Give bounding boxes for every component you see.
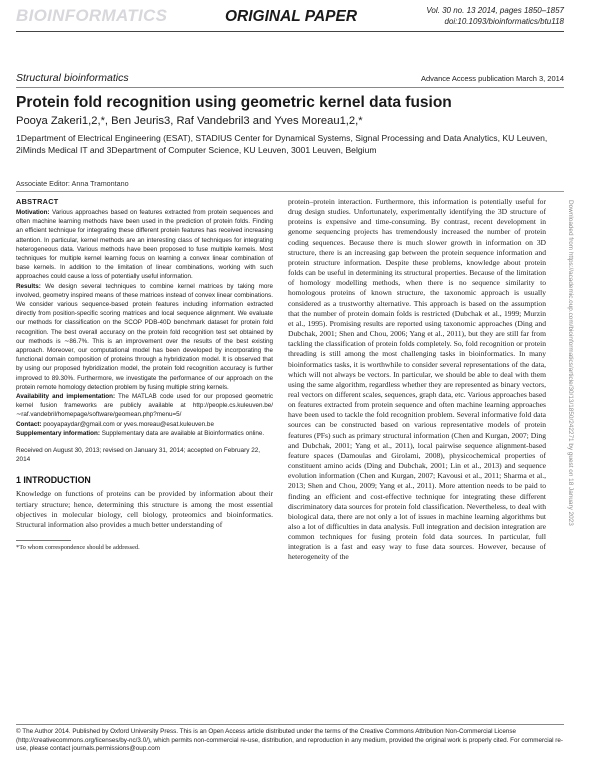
motivation-label: Motivation:: [16, 209, 50, 216]
advance-access: Advance Access publication March 3, 2014: [420, 74, 564, 83]
footer-rule: [16, 724, 564, 725]
intro-heading: 1 INTRODUCTION: [16, 475, 91, 486]
article-title: Protein fold recognition using geometric kernel data fusion: [16, 94, 452, 111]
contact-label: Contact:: [16, 420, 42, 428]
results-label: Results:: [16, 282, 41, 290]
footnote-rule: [16, 540, 71, 541]
supp-label: Supplementary information:: [16, 429, 100, 437]
availability-text[interactable]: The MATLAB code used for our proposed geometric kernel fusion frameworks are publicly available at http://people.cs.kuleuven.be/∼raf.vandebril/homepage/software/geomean.php?menu=5/: [16, 393, 273, 419]
header-rule: [16, 31, 564, 32]
right-column: protein–protein interaction. Furthermore, this information is potentially useful for drug design studies. Unfortunately, experimentally identifying the 3D structure of proteins is expensive and time-consuming. By contrast, recent development in genome sequencing projects has tremendously increased the number of protein coding sequences. Because there is much slower growth in information on 3D structure, there is an increasing gap between the protein sequence information and protein structure information. Despite these problems, knowledge about protein folds can be useful in determining its structural properties. Because of the limitation of homology modelling methods, when there is no sequence similarity to homologous proteins of known structure, the taxonomic approach is usually considered as a trustworthy alternative. This approach is based on the assumption that the number of protein domain folds is restricted (Dubchak et al., 1999; Murzin et al., 1995). Promising results are reported using taxonomic approaches (Ding and Dubchak, 2001; Shen and Chou, 2006; Yang et al., 2011), but they are still far from tackling the classification of protein folds completely. So, fold recognition or protein threading is still among the most challenging tasks in bioinformatics. In many bioinformatics tasks, it is worthwhile to consider several representations of the data, which will not always be vectors. In particular, we should be able to deal with them using the same algorithm, regardless whether they are represented as binary vectors, real vectors on different scales, sequences, graph data, etc. Various approaches based on features extracted from protein sequence and often machine learning approaches have been used to tackle the fold recognition problem. Several informative fold data sources can be constructed based on various representative models of protein features (PFs) such as primary structural information (Chen and Kurgan, 2007; Ding and Dubchak, 2001; Yang et al., 2011), local pairwise sequence alignment-based feature spaces (Damoulas and Girolami, 2008), physicochemical properties of constituent amino acids (Ding and Dubchak, 2001; Lin et al., 2013) and sequence evolution information (Chen and Kurgan, 2007; Kavousi et al., 2011; Sharma et al., 2013; Shen and Chou, 2009; Yang et al., 2011). More attention needs to be paid to finding an efficient and cost-effective technique for integrating these different discriminatory data sources for protein fold classification. Nevertheless, to deal with biological data, there are not only a lot of issues in machine learning algorithms but also a lot of difficulties in data analysis. Full integration and decision integration are common techniques for fusing protein fold data sources. In particular, full integration is a fast and easy way to fuse data sources. However, because of heterogeneity of the: [288, 197, 546, 562]
section-label: Structural bioinformatics: [16, 72, 129, 84]
motivation-text: Various approaches based on features extracted from protein sequences and often machine learning methods have been used in the prediction of protein folds. Finding an efficient technique for integrating these different protein features has received increasing attention. In particular, kernel methods are an interesting class of techniques for integrating heterogeneous data. Various methods have been proposed to fuse multiple kernels. Most techniques for multiple kernel learning focus on learning a convex linear combination of base kernels. In addition to the limitation of linear combinations, working with such approaches could cause a loss of potentially useful information.: [16, 209, 273, 281]
section-rule: [16, 87, 564, 88]
intro-text: Knowledge on functions of proteins can be provided by information about their tertiary structure; hence, determining this structure is among the most essential objectives in molecular biology, cell biology, proteomics and bioinformatics. Structural information also provides a much better understanding of: [16, 489, 273, 530]
journal-name: BIOINFORMATICS: [16, 6, 168, 25]
doi[interactable]: doi:10.1093/bioinformatics/btu118: [444, 17, 564, 26]
article-authors: Pooya Zakeri1,2,*, Ben Jeuris3, Raf Vandebril3 and Yves Moreau1,2,*: [16, 115, 363, 127]
contact-text[interactable]: pooyapaydar@gmail.com or yves.moreau@esat.kuleuven.be: [43, 420, 214, 428]
abstract-body: [16, 208, 273, 438]
volume-info: [426, 5, 564, 27]
volume-pages: Vol. 30 no. 13 2014, pages 1850–1857: [426, 6, 564, 15]
affiliations: 1Department of Electrical Engineering (ESAT), STADIUS Center for Dynamical Systems, Signal Processing and Data Analytics, KU Leuven, 2iMinds Medical IT and 3Department of Computer Science, KU Leuven, 3001 Leuven, Belgium: [16, 133, 548, 156]
abstract-heading: ABSTRACT: [16, 197, 59, 206]
associate-editor: Associate Editor: Anna Tramontano: [16, 179, 129, 188]
paper-type: ORIGINAL PAPER: [225, 8, 358, 25]
received-dates: Received on August 30, 2013; revised on January 31, 2014; accepted on February 22, 2014: [16, 447, 261, 464]
supp-text: Supplementary data are available at Bioinformatics online.: [101, 429, 265, 437]
download-watermark: Downloaded from https://academic.oup.com/bioinformatics/article/30/13/1850/242271 by guest on 18 January 2023: [567, 200, 574, 526]
license-text: © The Author 2014. Published by Oxford University Press. This is an Open Access article distributed under the terms of the Creative Commons Attribution Non-Commercial License (http://creativecommons.org/licenses/by-nc/3.0/), which permits non-commercial re-use, distribution, and reproduction in any medium, provided the original work is properly cited. For commercial re-use, please contact journals.permissions@oup.com: [16, 728, 563, 753]
left-column: [16, 197, 273, 551]
availability-label: Availability and implementation:: [16, 393, 116, 401]
footnote: *To whom correspondence should be addressed.: [16, 544, 140, 552]
title-rule: [16, 191, 564, 192]
results-text: We design several techniques to combine kernel matrices by taking more involved, geometry inspired means of these matrices instead of convex linear combinations. We consider various sequence-based protein features including information extracted directly from position-specific scoring matrices and local sequence alignment. We evaluate our methods for classification on the SCOP PDB-40D benchmark dataset for protein fold recognition. The best overall accuracy on the protein fold recognition test set obtained by our methods is ∼86.7%. This is an improvement over the results of the best existing approach. Moreover, our computational model has been developed by incorporating the functional domain composition of proteins through a hybridization model. It is observed that by using our proposed hybridization model, the protein fold recognition accuracy is further improved to 89.30%. Furthermore, we investigate the performance of our approach on the protein remote homology detection problem by fusing multiple string kernels.: [16, 282, 273, 391]
